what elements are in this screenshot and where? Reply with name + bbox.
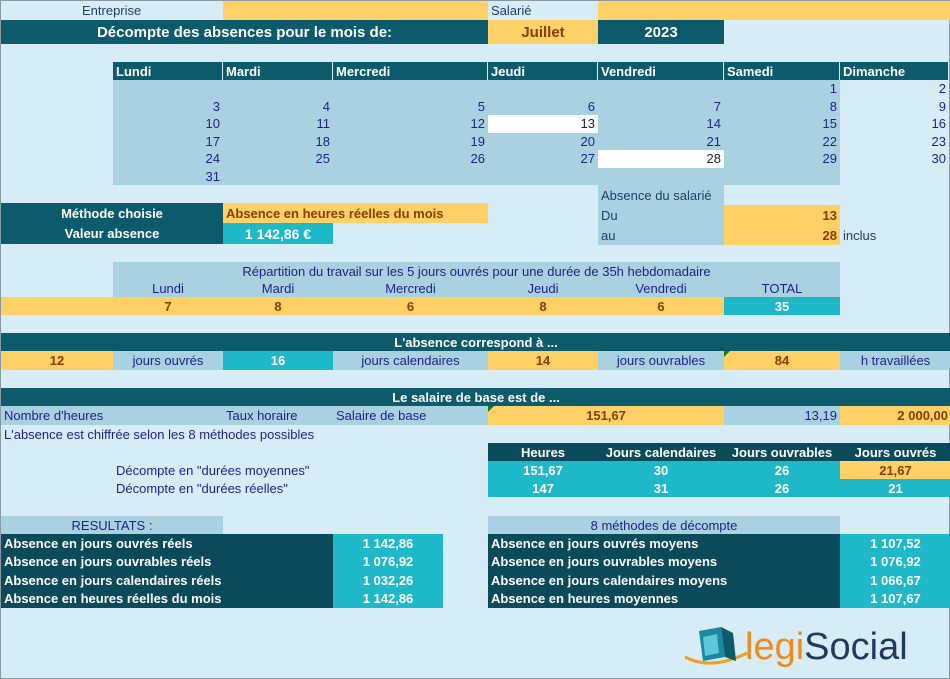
calendar-header-jeudi: Jeudi [488, 62, 598, 80]
calendar-day[interactable]: 30 [931, 151, 946, 167]
decompte-header: Jours calendaires [598, 443, 724, 461]
repartition-value[interactable]: 8 [488, 297, 598, 315]
valeur-absence-label: Valeur absence [1, 223, 223, 244]
resultat-value: 1 076,92 [333, 553, 443, 572]
du-label: Du [598, 205, 724, 225]
calendar-header-dimanche: Dimanche [840, 62, 949, 80]
calendar-day[interactable]: 20 [580, 133, 595, 149]
calendar-day[interactable]: 12 [470, 116, 485, 132]
du-field[interactable]: 13 [724, 205, 840, 225]
repartition-value[interactable]: 8 [223, 297, 333, 315]
salaire-base-label: Salaire de base [336, 408, 427, 423]
salaire-base-value[interactable]: 2 000,00 [840, 406, 950, 425]
jours-ouvres-label: jours ouvrés [113, 351, 223, 370]
resultats-title: RESULTATS : [1, 516, 223, 534]
calendar-day[interactable]: 24 [205, 151, 220, 167]
page-title: Décompte des absences pour le mois de: [1, 20, 488, 44]
methode-label: Méthode choisie [1, 203, 223, 223]
repartition-value: 35 [724, 297, 840, 315]
methodes-title: 8 méthodes de décompte [488, 516, 840, 534]
entreprise-label: Entreprise [82, 3, 142, 18]
calendar-header-samedi: Samedi [724, 62, 840, 80]
calendar-header-mercredi: Mercredi [333, 62, 488, 80]
repartition-header: Lundi [113, 280, 223, 297]
year-field[interactable]: 2023 [598, 20, 724, 44]
logo-text-legi: legi [745, 626, 805, 668]
decompte-value: 26 [724, 461, 840, 479]
decompte-value: 30 [598, 461, 724, 479]
methode-label: Absence en jours calendaires moyens [488, 571, 840, 590]
valeur-absence-value: 1 142,86 € [223, 223, 333, 244]
methode-label: Absence en jours ouvrables moyens [488, 553, 840, 572]
repartition-value[interactable]: 6 [333, 297, 488, 315]
decompte-row-label: Décompte en "durées moyennes" [116, 462, 310, 478]
decompte-header: Jours ouvrables [724, 443, 840, 461]
repartition-value[interactable]: 6 [598, 297, 724, 315]
calendar-header-vendredi: Vendredi [598, 62, 724, 80]
methode-value: 1 066,67 [840, 571, 950, 590]
methodes-note: L'absence est chiffrée selon les 8 méthodes possibles [4, 427, 315, 442]
calendar-day[interactable]: 29 [822, 151, 837, 167]
resultat-label: Absence en heures réelles du mois [1, 590, 333, 609]
calendar-day[interactable]: 19 [470, 133, 485, 149]
calendar-day[interactable]: 4 [322, 98, 330, 114]
resultat-value: 1 142,86 [333, 590, 443, 609]
methode-label: Absence en heures moyennes [488, 590, 840, 609]
calendar-day[interactable]: 9 [938, 98, 946, 114]
repartition-header: Mardi [223, 280, 333, 297]
jours-ouvrables-value: 14 [488, 351, 598, 370]
resultat-label: Absence en jours calendaires réels [1, 571, 333, 590]
absence-salarie-label: Absence du salarié [598, 185, 724, 205]
taux-horaire-value: 13,19 [724, 406, 840, 425]
calendar-day[interactable]: 21 [706, 133, 721, 149]
jours-calendaires-label: jours calendaires [333, 351, 488, 370]
decompte-value: 21,67 [840, 461, 950, 479]
repartition-header: Vendredi [598, 280, 724, 297]
repartition-title: Répartition du travail sur les 5 jours ouvrés pour une durée de 35h hebdomadaire [113, 262, 840, 280]
calendar-day[interactable]: 27 [580, 151, 595, 167]
methode-value: 1 107,52 [840, 534, 950, 553]
methode-value: 1 107,67 [840, 590, 950, 609]
calendar-day[interactable]: 13 [488, 115, 598, 133]
calendar-day[interactable]: 23 [931, 133, 946, 149]
calendar-day[interactable]: 15 [822, 116, 837, 132]
calendar-header-lundi: Lundi [113, 62, 223, 80]
calendar-day[interactable]: 5 [477, 98, 485, 114]
logo-cube-icon [681, 623, 751, 675]
nombre-heures-label: Nombre d'heures [4, 408, 104, 423]
calendar-day[interactable]: 8 [829, 98, 837, 114]
decompte-header: Jours ouvrés [840, 443, 950, 461]
repartition-spacer [1, 297, 113, 315]
salaire-title: Le salaire de base est de ... [1, 388, 950, 406]
jours-ouvres-value: 12 [1, 351, 113, 370]
resultat-value: 1 032,26 [333, 571, 443, 590]
salarie-field[interactable] [598, 1, 950, 20]
month-field[interactable]: Juillet [488, 20, 598, 44]
repartition-header: Mercredi [333, 280, 488, 297]
resultat-label: Absence en jours ouvrables réels [1, 553, 333, 572]
methode-label: Absence en jours ouvrés moyens [488, 534, 840, 553]
legisocial-logo [681, 623, 921, 675]
logo-text-social: Social [804, 626, 908, 668]
jours-ouvrables-label: jours ouvrables [598, 351, 724, 370]
calendar-day[interactable]: 11 [316, 116, 330, 132]
repartition-header: TOTAL [724, 280, 840, 297]
decompte-value: 151,67 [488, 461, 598, 479]
calendar-header-mardi: Mardi [223, 62, 333, 80]
au-field[interactable]: 28 [724, 225, 840, 245]
decompte-value: 31 [598, 479, 724, 497]
taux-horaire-label: Taux horaire [226, 408, 298, 423]
jours-calendaires-value: 16 [223, 351, 333, 370]
calendar-day[interactable]: 22 [822, 133, 837, 149]
calendar-day[interactable]: 31 [205, 168, 220, 184]
resultat-value: 1 142,86 [333, 534, 443, 553]
calendar-day[interactable]: 10 [205, 116, 220, 132]
calendar-day[interactable]: 16 [931, 116, 946, 132]
au-label: au [598, 225, 724, 245]
inclus-label: inclus [843, 227, 877, 243]
repartition-header: Jeudi [488, 280, 598, 297]
resultat-label: Absence en jours ouvrés réels [1, 534, 333, 553]
calendar-day[interactable]: 26 [470, 151, 485, 167]
heures-travaillees-label: h travaillées [840, 351, 950, 370]
correspond-title: L'absence correspond à ... [1, 333, 950, 351]
repartition-value[interactable]: 7 [113, 297, 223, 315]
calendar-day[interactable]: 6 [587, 98, 595, 114]
salarie-label: Salarié [491, 3, 532, 18]
decompte-value: 147 [488, 479, 598, 497]
decompte-value: 26 [724, 479, 840, 497]
methode-select[interactable]: Absence en heures réelles du mois [223, 203, 488, 223]
calendar-day[interactable]: 18 [315, 133, 330, 149]
calendar-day[interactable]: 3 [212, 98, 220, 114]
entreprise-field[interactable] [223, 1, 488, 20]
calendar-day[interactable]: 25 [315, 151, 330, 167]
decompte-value: 21 [840, 479, 950, 497]
decompte-header: Heures [488, 443, 598, 461]
decompte-row-label: Décompte en "durées réelles" [116, 480, 288, 496]
calendar-day[interactable]: 7 [713, 98, 721, 114]
methode-value: 1 076,92 [840, 553, 950, 572]
calendar-day[interactable]: 1 [829, 81, 837, 97]
nombre-heures-value[interactable]: 151,67 [488, 406, 724, 425]
calendar-day[interactable]: 28 [598, 150, 724, 168]
calendar-day[interactable]: 2 [938, 81, 946, 97]
heures-travaillees-value: 84 [724, 351, 840, 370]
calendar-day[interactable]: 14 [706, 116, 721, 132]
calendar-day[interactable]: 17 [205, 133, 220, 149]
